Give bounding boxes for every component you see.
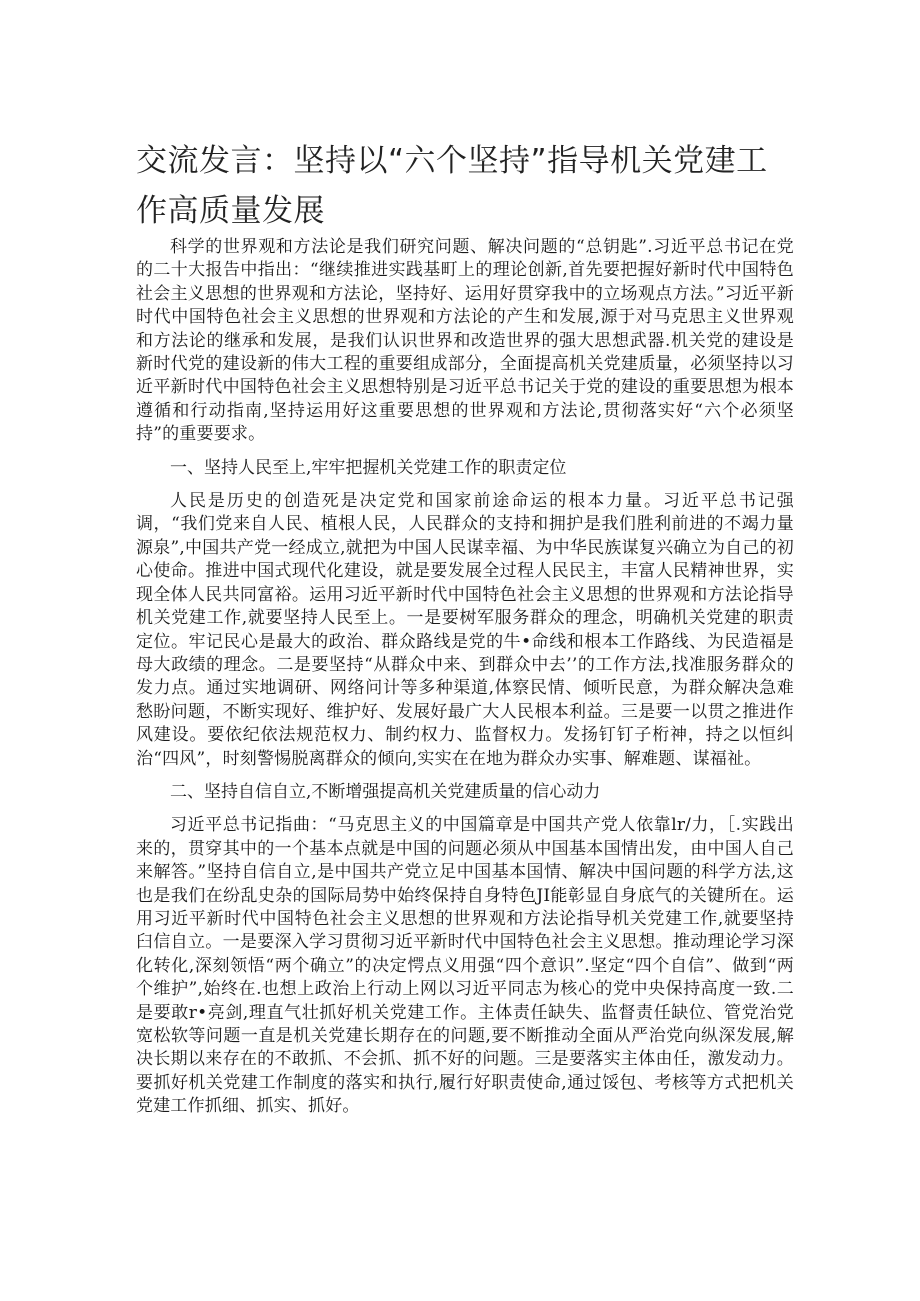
document-body bbox=[136, 236, 794, 1119]
document-title: 交流发言：坚持以“六个坚持”指导机关党建工作高质量发展 bbox=[136, 143, 768, 229]
section-1-paragraph: 人民是历史的创造死是决定党和国家前途命运的根本力量。习近平总书记强调，“我们党来自人民、植根人民，人民群众的支持和拥护是我们胜利前进的不竭力量源泉”,中国共产党一经成立,就把为中国人民谋幸福、为中华民族谋复兴确立为自己的初心使命。推进中国式现代化建设，就是要发展全过程人民民主，丰富人民精神世界，实现全体人民共同富裕。运用习近平新时代中国特色社会主义思想的世界观和方法论指导机关党建工作,就要坚持人民至上。一是要树军服务群众的理念，明确机关党建的职责定位。牢记民心是最大的政治、群众路线是党的牛•命线和根本工作路线、为民造福是母大政绩的理念。二是要坚持“从群众中来、到群众中去’’的工作方法,找准服务群众的发力点。通过实地调研、网络问计等多种渠道,体察民情、倾听民意，为群众解决急难愁盼问题，不断实现好、维护好、发展好最广大人民根本利益。三是要一以贯之推进作风建设。要依纪依法规范权力、制约权力、监督权力。发扬钉钉子桁神，持之以恒纠治“四风”，时刻警惕脱离群众的倾向,实实在在地为群众办实事、解难题、谋福祉。 bbox=[136, 491, 794, 769]
section-2-heading: 二、坚持自信自立,不断增强提高机关党建质量的信心动力 bbox=[170, 781, 601, 802]
intro-paragraph: 科学的世界观和方法论是我们研究问题、解决问题的“总钥匙”.习近平总书记在党的二十大报告中指出：“继续推进实践基町上的理论创新,首先要把握好新时代中国特色社会主义思想的世界观和方法论，坚持好、运用好贯穿我中的立场观点方法。”习近平新时代中国特色社会主义思想的世界观和方法论的产生和发展,源于对马克思主义世界观和方法论的继承和发展，是我们认识世界和改造世界的强大思想武器.机关党的建设是新时代党的建设新的伟大工程的重要组成部分，全面提高机关党建质量，必须坚持以习近平新时代中国特色社会主义思想特别是习近平总书记关于党的建设的重要思想为根本遵循和行动指南,坚持运用好这重要思想的世界观和方法论,贯彻落实好“六个必须坚持”的重要要求。 bbox=[136, 237, 794, 445]
section-2-paragraph: 习近平总书记指曲：“马克思主义的中国篇章是中国共产党人依靠lr/力，［.实践出来的，贯穿其中的一个基本点就是中国的问题必须从中国基本国情出发，由中国人自己来解答。”坚持自信自立,是中国共产党立足中国基本国情、解决中国问题的科学方法,这也是我们在纷乱史杂的国际局势中始终保持自身特色JI能彰显自身底气的关键所在。运用习近平新时代中国特色社会主义思想的世界观和方法论指导机关党建工作,就要坚持臼信自立。一是要深入学习贯彻习近平新时代中国特色社会主义思想。推动理论学习深化转化,深刻领悟“两个确立”的决定愕点义用强“四个意识”.坚定“四个自信”、做到“两个维护”,始终在.也想上政治上行动上网以习近平同志为核心的党中央保持高度一致.二是要敢r•亮剑,理直气壮抓好机关党建工作。主体责任缺失、监督责任缺位、管党治党宽松软等问题一直是机关党建长期存在的问题,要不断推动全面从严治党向纵深发展,解决长期以来存在的不敢抓、不会抓、抓不好的问题。三是要落实主体由任，激发动力。要抓好机关党建工作制度的落实和执行,履行好职责使命,通过馁包、考核等方式把机关党建工作抓细、抓实、抓好。 bbox=[136, 815, 794, 1117]
section-1-heading: 一、坚持人民至上,牢牢把握机关党建工作的职责定位 bbox=[170, 457, 567, 478]
